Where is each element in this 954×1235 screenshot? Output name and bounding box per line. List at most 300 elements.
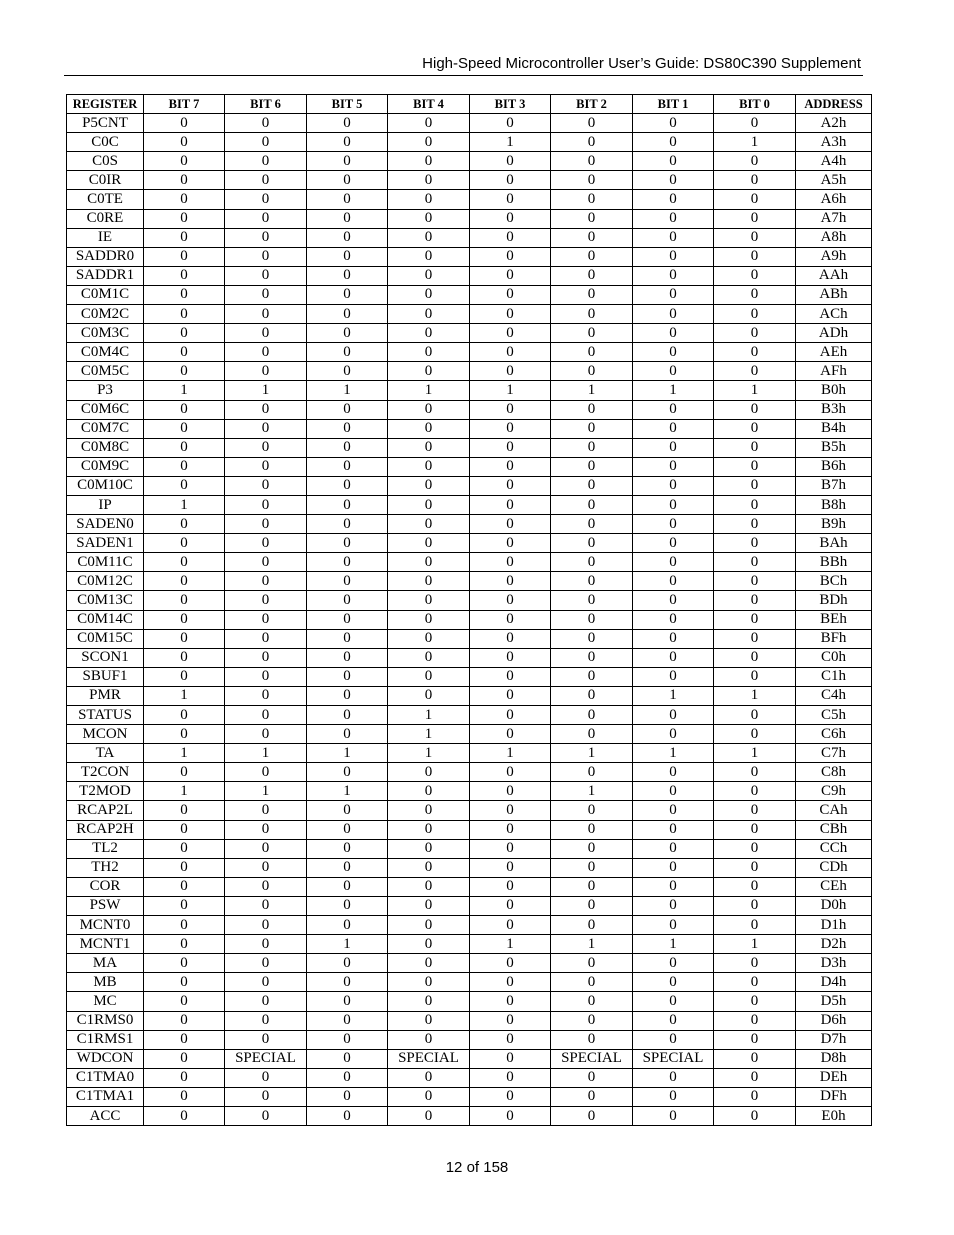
- bit6-cell: 0: [225, 362, 307, 381]
- table-row: [67, 935, 872, 954]
- register-name: TL2: [67, 839, 144, 858]
- bit2-cell: 0: [551, 686, 633, 705]
- bit7-cell: 0: [144, 285, 225, 304]
- bit1-cell: 0: [633, 553, 714, 572]
- bit0-cell: 0: [714, 858, 796, 877]
- bit3-cell: 0: [470, 1011, 551, 1030]
- bit2-cell: 0: [551, 1087, 633, 1106]
- bit5-cell: 0: [307, 629, 388, 648]
- bit2-cell: 1: [551, 381, 633, 400]
- table-row: [67, 973, 872, 992]
- bit4-cell: 0: [388, 610, 470, 629]
- bit0-cell: 1: [714, 381, 796, 400]
- bit1-cell: 0: [633, 247, 714, 266]
- bit7-cell: 0: [144, 228, 225, 247]
- bit7-cell: 0: [144, 343, 225, 362]
- bit1-cell: 0: [633, 419, 714, 438]
- bit5-cell: 0: [307, 1049, 388, 1068]
- bit0-cell: 0: [714, 476, 796, 495]
- register-name: T2CON: [67, 763, 144, 782]
- bit3-cell: 0: [470, 438, 551, 457]
- bit5-cell: 0: [307, 763, 388, 782]
- bit2-cell: 0: [551, 362, 633, 381]
- table-row: [67, 1011, 872, 1030]
- bit3-cell: 0: [470, 820, 551, 839]
- bit1-cell: 1: [633, 686, 714, 705]
- address-cell: CCh: [796, 839, 872, 858]
- bit6-cell: 0: [225, 209, 307, 228]
- bit4-cell: 0: [388, 935, 470, 954]
- bit7-cell: 0: [144, 457, 225, 476]
- bit3-cell: 0: [470, 247, 551, 266]
- bit6-cell: 0: [225, 190, 307, 209]
- bit3-cell: 0: [470, 686, 551, 705]
- bit5-cell: 0: [307, 476, 388, 495]
- bit0-cell: 0: [714, 190, 796, 209]
- bit6-cell: 0: [225, 400, 307, 419]
- table-row: [67, 1087, 872, 1106]
- bit0-cell: 1: [714, 133, 796, 152]
- bit6-cell: 1: [225, 744, 307, 763]
- column-header-register: REGISTER: [67, 95, 144, 114]
- table-row: [67, 152, 872, 171]
- register-name: C0RE: [67, 209, 144, 228]
- bit4-cell: 0: [388, 992, 470, 1011]
- bit5-cell: 0: [307, 171, 388, 190]
- page-header-title: High-Speed Microcontroller User’s Guide: DS80C390 Supplement: [422, 55, 861, 72]
- bit7-cell: 0: [144, 973, 225, 992]
- register-name: C1TMA0: [67, 1068, 144, 1087]
- column-header-bit1: BIT 1: [633, 95, 714, 114]
- register-name: IP: [67, 495, 144, 514]
- bit3-cell: 0: [470, 190, 551, 209]
- bit7-cell: 0: [144, 839, 225, 858]
- address-cell: ACh: [796, 305, 872, 324]
- bit7-cell: 1: [144, 744, 225, 763]
- register-name: C0M12C: [67, 572, 144, 591]
- table-row: [67, 190, 872, 209]
- register-name: SADEN1: [67, 534, 144, 553]
- bit5-cell: 0: [307, 133, 388, 152]
- address-cell: C8h: [796, 763, 872, 782]
- register-name: IE: [67, 228, 144, 247]
- register-name: C1TMA1: [67, 1087, 144, 1106]
- bit1-cell: 0: [633, 515, 714, 534]
- bit2-cell: 0: [551, 114, 633, 133]
- table-row: [67, 686, 872, 705]
- bit1-cell: 0: [633, 285, 714, 304]
- bit5-cell: 0: [307, 114, 388, 133]
- bit3-cell: 0: [470, 1106, 551, 1125]
- bit5-cell: 1: [307, 381, 388, 400]
- address-cell: D7h: [796, 1030, 872, 1049]
- bit7-cell: 0: [144, 209, 225, 228]
- table-row: [67, 629, 872, 648]
- bit6-cell: 0: [225, 247, 307, 266]
- address-cell: D5h: [796, 992, 872, 1011]
- address-cell: D8h: [796, 1049, 872, 1068]
- table-row: [67, 1049, 872, 1068]
- bit0-cell: 0: [714, 209, 796, 228]
- bit6-cell: 0: [225, 152, 307, 171]
- bit7-cell: 0: [144, 820, 225, 839]
- register-name: C1RMS0: [67, 1011, 144, 1030]
- table-body: [67, 114, 872, 1126]
- register-name: C0M11C: [67, 553, 144, 572]
- bit5-cell: 0: [307, 553, 388, 572]
- bit7-cell: 0: [144, 610, 225, 629]
- page-number: 12 of 158: [445, 1159, 509, 1176]
- bit7-cell: 1: [144, 686, 225, 705]
- bit3-cell: 0: [470, 171, 551, 190]
- bit3-cell: 0: [470, 400, 551, 419]
- bit0-cell: 0: [714, 782, 796, 801]
- bit5-cell: 0: [307, 839, 388, 858]
- bit3-cell: 0: [470, 706, 551, 725]
- bit7-cell: 0: [144, 706, 225, 725]
- bit5-cell: 0: [307, 285, 388, 304]
- bit6-cell: 0: [225, 419, 307, 438]
- address-cell: D6h: [796, 1011, 872, 1030]
- bit0-cell: 0: [714, 992, 796, 1011]
- bit4-cell: 0: [388, 896, 470, 915]
- address-cell: AAh: [796, 266, 872, 285]
- bit7-cell: 0: [144, 190, 225, 209]
- bit3-cell: 1: [470, 935, 551, 954]
- address-cell: C5h: [796, 706, 872, 725]
- table-row: [67, 877, 872, 896]
- address-cell: B5h: [796, 438, 872, 457]
- bit2-cell: 0: [551, 1030, 633, 1049]
- bit0-cell: 0: [714, 591, 796, 610]
- bit1-cell: 0: [633, 400, 714, 419]
- bit6-cell: 0: [225, 438, 307, 457]
- bit6-cell: 0: [225, 648, 307, 667]
- bit2-cell: 0: [551, 916, 633, 935]
- bit5-cell: 1: [307, 744, 388, 763]
- bit6-cell: 0: [225, 591, 307, 610]
- bit7-cell: 0: [144, 438, 225, 457]
- bit4-cell: 0: [388, 954, 470, 973]
- bit7-cell: 0: [144, 419, 225, 438]
- table-row: [67, 1030, 872, 1049]
- bit1-cell: 0: [633, 916, 714, 935]
- bit3-cell: 0: [470, 591, 551, 610]
- bit1-cell: 1: [633, 381, 714, 400]
- table-row: [67, 801, 872, 820]
- bit5-cell: 0: [307, 209, 388, 228]
- bit2-cell: 0: [551, 495, 633, 514]
- bit6-cell: 0: [225, 228, 307, 247]
- bit6-cell: 0: [225, 610, 307, 629]
- bit0-cell: 0: [714, 495, 796, 514]
- bit4-cell: 0: [388, 1068, 470, 1087]
- bit6-cell: 0: [225, 954, 307, 973]
- bit6-cell: 0: [225, 534, 307, 553]
- bit4-cell: 0: [388, 133, 470, 152]
- register-name: TH2: [67, 858, 144, 877]
- bit3-cell: 0: [470, 667, 551, 686]
- bit7-cell: 0: [144, 591, 225, 610]
- register-reset-table: [66, 94, 872, 1126]
- bit6-cell: 0: [225, 1068, 307, 1087]
- bit3-cell: 0: [470, 1068, 551, 1087]
- bit1-cell: 0: [633, 591, 714, 610]
- bit4-cell: 0: [388, 1087, 470, 1106]
- bit3-cell: 0: [470, 648, 551, 667]
- address-cell: BCh: [796, 572, 872, 591]
- address-cell: A2h: [796, 114, 872, 133]
- bit2-cell: 1: [551, 935, 633, 954]
- address-cell: C4h: [796, 686, 872, 705]
- bit5-cell: 0: [307, 973, 388, 992]
- bit0-cell: 0: [714, 515, 796, 534]
- bit2-cell: 0: [551, 343, 633, 362]
- bit2-cell: 0: [551, 152, 633, 171]
- bit5-cell: 0: [307, 438, 388, 457]
- address-cell: A9h: [796, 247, 872, 266]
- register-name: WDCON: [67, 1049, 144, 1068]
- bit7-cell: 0: [144, 476, 225, 495]
- bit2-cell: 0: [551, 648, 633, 667]
- bit1-cell: 0: [633, 324, 714, 343]
- bit1-cell: 0: [633, 1030, 714, 1049]
- bit5-cell: 0: [307, 667, 388, 686]
- bit2-cell: 0: [551, 572, 633, 591]
- bit5-cell: 0: [307, 457, 388, 476]
- bit7-cell: 0: [144, 648, 225, 667]
- bit7-cell: 0: [144, 1049, 225, 1068]
- bit2-cell: 0: [551, 1011, 633, 1030]
- bit1-cell: 0: [633, 534, 714, 553]
- table-row: [67, 476, 872, 495]
- column-header-bit3: BIT 3: [470, 95, 551, 114]
- table-row: [67, 515, 872, 534]
- register-name: RCAP2H: [67, 820, 144, 839]
- bit0-cell: 0: [714, 896, 796, 915]
- bit2-cell: 0: [551, 763, 633, 782]
- table-row: [67, 457, 872, 476]
- address-cell: A8h: [796, 228, 872, 247]
- address-cell: D4h: [796, 973, 872, 992]
- bit1-cell: 0: [633, 725, 714, 744]
- bit6-cell: 0: [225, 858, 307, 877]
- register-name: SADEN0: [67, 515, 144, 534]
- bit3-cell: 0: [470, 534, 551, 553]
- bit7-cell: 0: [144, 400, 225, 419]
- bit2-cell: 0: [551, 591, 633, 610]
- bit6-cell: 0: [225, 572, 307, 591]
- bit1-cell: 0: [633, 438, 714, 457]
- bit7-cell: 0: [144, 858, 225, 877]
- bit6-cell: 0: [225, 515, 307, 534]
- bit3-cell: 0: [470, 782, 551, 801]
- bit5-cell: 0: [307, 648, 388, 667]
- bit0-cell: 0: [714, 228, 796, 247]
- table-row: [67, 839, 872, 858]
- bit0-cell: 0: [714, 610, 796, 629]
- bit4-cell: 1: [388, 706, 470, 725]
- bit7-cell: 0: [144, 992, 225, 1011]
- bit3-cell: 1: [470, 381, 551, 400]
- bit1-cell: 0: [633, 973, 714, 992]
- header-divider: [64, 75, 863, 76]
- bit2-cell: 0: [551, 133, 633, 152]
- bit5-cell: 0: [307, 954, 388, 973]
- bit5-cell: 0: [307, 896, 388, 915]
- address-cell: CEh: [796, 877, 872, 896]
- table-row: [67, 305, 872, 324]
- bit6-cell: 0: [225, 553, 307, 572]
- bit1-cell: 0: [633, 1087, 714, 1106]
- address-cell: ADh: [796, 324, 872, 343]
- bit0-cell: 0: [714, 324, 796, 343]
- address-cell: B7h: [796, 476, 872, 495]
- bit4-cell: 0: [388, 572, 470, 591]
- bit6-cell: 0: [225, 1030, 307, 1049]
- bit3-cell: 0: [470, 1087, 551, 1106]
- table-row: [67, 667, 872, 686]
- bit5-cell: 0: [307, 1011, 388, 1030]
- bit3-cell: 1: [470, 133, 551, 152]
- bit2-cell: 0: [551, 992, 633, 1011]
- register-name: C1RMS1: [67, 1030, 144, 1049]
- bit4-cell: 0: [388, 686, 470, 705]
- bit0-cell: 0: [714, 648, 796, 667]
- bit5-cell: 0: [307, 610, 388, 629]
- bit7-cell: 0: [144, 114, 225, 133]
- bit7-cell: 0: [144, 629, 225, 648]
- table-row: [67, 706, 872, 725]
- table-row: [67, 725, 872, 744]
- register-name: C0M10C: [67, 476, 144, 495]
- bit0-cell: 0: [714, 839, 796, 858]
- bit6-cell: 0: [225, 133, 307, 152]
- bit4-cell: 0: [388, 515, 470, 534]
- table-row: [67, 343, 872, 362]
- bit6-cell: 0: [225, 973, 307, 992]
- table-row: [67, 419, 872, 438]
- register-name: SCON1: [67, 648, 144, 667]
- column-header-bit6: BIT 6: [225, 95, 307, 114]
- table-row: [67, 744, 872, 763]
- address-cell: CAh: [796, 801, 872, 820]
- bit6-cell: 0: [225, 763, 307, 782]
- bit5-cell: 0: [307, 400, 388, 419]
- bit7-cell: 0: [144, 935, 225, 954]
- bit2-cell: 0: [551, 629, 633, 648]
- bit3-cell: 0: [470, 228, 551, 247]
- register-name: C0M5C: [67, 362, 144, 381]
- bit1-cell: 0: [633, 266, 714, 285]
- bit1-cell: 0: [633, 114, 714, 133]
- bit6-cell: 0: [225, 343, 307, 362]
- bit3-cell: 0: [470, 954, 551, 973]
- bit2-cell: 0: [551, 1068, 633, 1087]
- register-name: C0M13C: [67, 591, 144, 610]
- bit1-cell: 0: [633, 362, 714, 381]
- bit3-cell: 0: [470, 1030, 551, 1049]
- bit3-cell: 0: [470, 839, 551, 858]
- column-header-bit5: BIT 5: [307, 95, 388, 114]
- bit4-cell: SPECIAL: [388, 1049, 470, 1068]
- register-name: MCON: [67, 725, 144, 744]
- bit1-cell: 1: [633, 935, 714, 954]
- register-name: P5CNT: [67, 114, 144, 133]
- bit3-cell: 0: [470, 343, 551, 362]
- address-cell: E0h: [796, 1106, 872, 1125]
- bit1-cell: 0: [633, 610, 714, 629]
- bit4-cell: 0: [388, 1030, 470, 1049]
- bit6-cell: 0: [225, 629, 307, 648]
- bit1-cell: 0: [633, 954, 714, 973]
- bit6-cell: 0: [225, 1087, 307, 1106]
- bit2-cell: 0: [551, 476, 633, 495]
- bit2-cell: 0: [551, 839, 633, 858]
- bit2-cell: 0: [551, 610, 633, 629]
- bit5-cell: 0: [307, 916, 388, 935]
- bit6-cell: 0: [225, 992, 307, 1011]
- register-name: SADDR0: [67, 247, 144, 266]
- register-name: C0IR: [67, 171, 144, 190]
- bit7-cell: 0: [144, 877, 225, 896]
- address-cell: B9h: [796, 515, 872, 534]
- register-name: MCNT0: [67, 916, 144, 935]
- bit3-cell: 0: [470, 877, 551, 896]
- table-row: [67, 438, 872, 457]
- bit2-cell: 0: [551, 534, 633, 553]
- bit1-cell: 0: [633, 495, 714, 514]
- bit7-cell: 0: [144, 515, 225, 534]
- bit7-cell: 0: [144, 801, 225, 820]
- bit4-cell: 0: [388, 171, 470, 190]
- bit2-cell: 1: [551, 744, 633, 763]
- address-cell: A3h: [796, 133, 872, 152]
- bit5-cell: 0: [307, 686, 388, 705]
- address-cell: B6h: [796, 457, 872, 476]
- bit5-cell: 1: [307, 935, 388, 954]
- bit4-cell: 0: [388, 285, 470, 304]
- bit6-cell: 0: [225, 171, 307, 190]
- register-name: MB: [67, 973, 144, 992]
- bit0-cell: 0: [714, 763, 796, 782]
- bit1-cell: 0: [633, 190, 714, 209]
- bit4-cell: 0: [388, 591, 470, 610]
- table-row: [67, 534, 872, 553]
- bit4-cell: 0: [388, 648, 470, 667]
- address-cell: DFh: [796, 1087, 872, 1106]
- register-name: PMR: [67, 686, 144, 705]
- table-row: [67, 896, 872, 915]
- bit2-cell: 0: [551, 171, 633, 190]
- bit1-cell: 0: [633, 457, 714, 476]
- bit1-cell: 0: [633, 209, 714, 228]
- bit2-cell: 0: [551, 228, 633, 247]
- column-header-bit4: BIT 4: [388, 95, 470, 114]
- address-cell: ABh: [796, 285, 872, 304]
- bit5-cell: 0: [307, 992, 388, 1011]
- bit2-cell: 1: [551, 782, 633, 801]
- bit7-cell: 0: [144, 534, 225, 553]
- bit4-cell: 0: [388, 1011, 470, 1030]
- bit1-cell: 0: [633, 992, 714, 1011]
- table-row: [67, 954, 872, 973]
- bit3-cell: 0: [470, 763, 551, 782]
- bit0-cell: 0: [714, 1011, 796, 1030]
- bit0-cell: 0: [714, 400, 796, 419]
- register-name: C0M7C: [67, 419, 144, 438]
- table-row: [67, 858, 872, 877]
